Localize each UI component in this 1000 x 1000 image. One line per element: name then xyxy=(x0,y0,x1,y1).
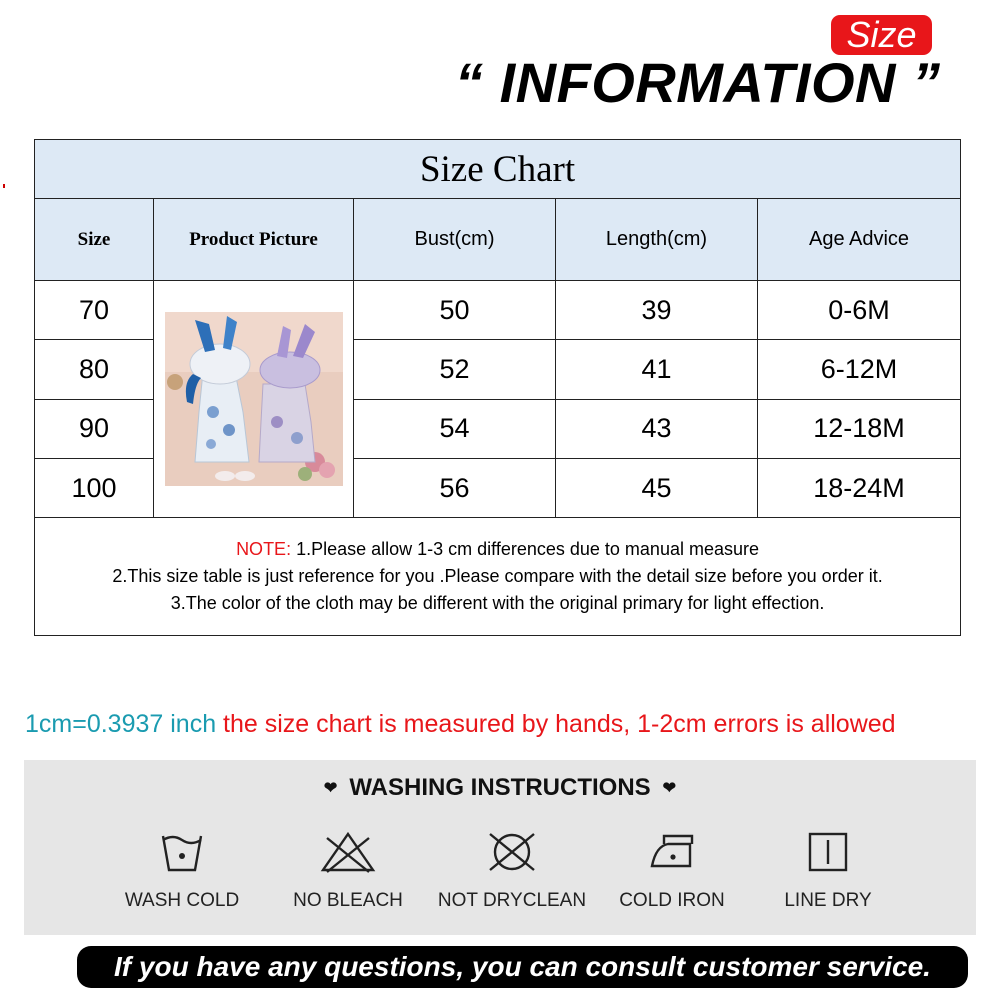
note-line-3: 3.The color of the cloth may be different with the original primary for light effection. xyxy=(170,593,825,614)
note-line-1 xyxy=(35,536,960,563)
care-item-no-bleach xyxy=(268,830,428,920)
size-chart-table xyxy=(34,139,961,636)
column-header-bust: Bust(cm) xyxy=(354,199,556,280)
age-cell: 0-6M xyxy=(758,280,961,339)
size-chart-title: Size Chart xyxy=(35,140,961,199)
bust-cell: 52 xyxy=(354,340,556,399)
line-dry-icon xyxy=(806,830,850,874)
information-title xyxy=(455,52,990,114)
column-header-age-advice: Age Advice xyxy=(758,199,961,280)
size-cell: 80 xyxy=(35,340,154,399)
column-header-product-picture: Product Picture xyxy=(154,199,354,280)
age-cell: 6-12M xyxy=(758,340,961,399)
washing-instructions-title xyxy=(24,770,976,807)
note-section xyxy=(35,518,961,636)
length-cell: 45 xyxy=(556,458,758,517)
open-quote: “ xyxy=(455,51,484,114)
care-item-cold-iron xyxy=(592,830,752,920)
care-label: COLD IRON xyxy=(619,890,725,911)
heart-icon: ❤ xyxy=(323,779,338,797)
washing-instructions-panel xyxy=(24,760,976,935)
customer-service-banner: If you have any questions, you can consult customer service. xyxy=(77,946,968,988)
table-row xyxy=(35,280,961,339)
conversion-line xyxy=(25,706,985,742)
washing-title-text: WASHING INSTRUCTIONS xyxy=(349,774,651,801)
age-cell: 18-24M xyxy=(758,458,961,517)
column-header-size: Size xyxy=(35,199,154,280)
cold-iron-icon xyxy=(646,830,698,874)
measurement-warning: the size chart is measured by hands, 1-2cm errors is allowed xyxy=(216,710,896,738)
care-label: NOT DRYCLEAN xyxy=(437,890,587,911)
care-label: LINE DRY xyxy=(784,890,872,911)
product-picture-cell xyxy=(154,280,354,517)
unit-conversion: 1cm=0.3937 inch xyxy=(25,710,217,738)
product-photo xyxy=(165,312,343,486)
care-item-line-dry xyxy=(748,830,908,920)
length-cell: 43 xyxy=(556,399,758,458)
note-line-2: 2.This size table is just reference for you .Please compare with the detail size before you order it. xyxy=(112,566,883,587)
close-quote: ” xyxy=(912,51,941,114)
heart-icon: ❤ xyxy=(662,779,677,797)
size-cell: 100 xyxy=(35,458,154,517)
not-dryclean-icon xyxy=(484,830,540,874)
red-mark xyxy=(3,184,5,188)
length-cell: 39 xyxy=(556,280,758,339)
size-badge: Size xyxy=(831,15,932,55)
bust-cell: 50 xyxy=(354,280,556,339)
care-label: WASH COLD xyxy=(124,890,240,911)
no-bleach-icon xyxy=(319,830,377,874)
care-item-wash-cold xyxy=(102,830,262,920)
bust-cell: 56 xyxy=(354,458,556,517)
size-cell: 70 xyxy=(35,280,154,339)
information-title-text: INFORMATION xyxy=(499,51,896,114)
bust-cell: 54 xyxy=(354,399,556,458)
note-line-1-text: 1.Please allow 1-3 cm differences due to manual measure xyxy=(291,539,759,560)
size-cell: 90 xyxy=(35,399,154,458)
care-label: NO BLEACH xyxy=(293,890,403,911)
length-cell: 41 xyxy=(556,340,758,399)
age-cell: 12-18M xyxy=(758,399,961,458)
wash-cold-icon xyxy=(159,830,205,874)
table-header-row xyxy=(35,199,961,280)
note-label: NOTE: xyxy=(236,539,292,560)
column-header-length: Length(cm) xyxy=(556,199,758,280)
care-item-not-dryclean xyxy=(432,830,592,920)
